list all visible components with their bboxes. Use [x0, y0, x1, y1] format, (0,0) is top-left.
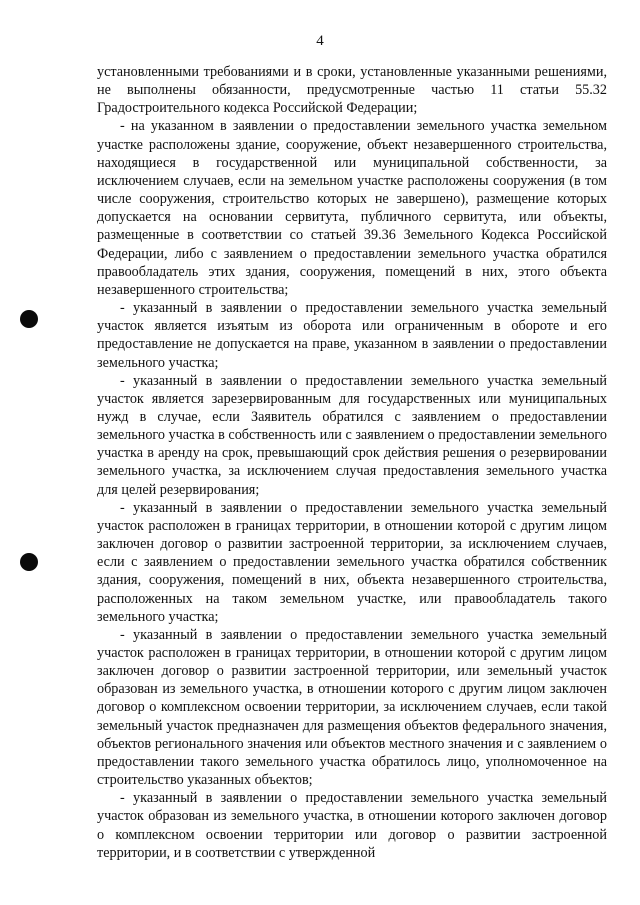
paragraph-continuation: установленными требованиями и в сроки, установленные указанными решениями, не выполнены обязанности, предусмотренные частью 11 статьи 55.32 Градостроительного кодекса Российской Федерации;: [97, 64, 607, 117]
paragraph-list-item: - указанный в заявлении о предоставлении земельного участка земельный участок является изъятым из оборота или ограниченным в обороте и его предоставление не допускается на праве, указанном в заявлении о предоставлении земельного участка;: [97, 300, 607, 371]
paragraph-list-item: - указанный в заявлении о предоставлении земельного участка земельный участок образован из земельного участка, в отношении которого заключен договор о комплексном освоении территории или договор о развитии застроенной территории, и в соответствии с утвержденной: [97, 790, 607, 861]
document-body: [97, 63, 607, 862]
punch-hole-mark: [20, 553, 38, 571]
paragraph-list-item: - указанный в заявлении о предоставлении земельного участка земельный участок является зарезервированным для государственных или муниципальных нужд в случае, если Заявитель обратился с заявлением о предоставлении земельного участка в собственность или с заявлением о предоставлении земельного участка в аренду на срок, превышающий срок действия решения о резервировании земельного участка, за исключением случая предоставления земельного участка для целей резервирования;: [97, 372, 607, 498]
page-number: 4: [316, 33, 324, 49]
paragraph-list-item: - на указанном в заявлении о предоставлении земельного участка земельном участке расположены здание, сооружение, объект незавершенного строительства, находящиеся в государственной или муниципальной собственности, за исключением случаев, если на земельном участке расположены сооружения (в том числе сооружения, строительство которых не завершено), размещение которых допускается на основании сервитута, публичного сервитута, или объекты, размещенные в соответствии со статьей 39.36 Земельного Кодекса Российской Федерации, либо с заявлением о предоставлении земельного участка обратился правообладатель этих здания, сооружения, помещений в них, этого объекта незавершенного строительства;: [97, 118, 607, 298]
paragraph-list-item: - указанный в заявлении о предоставлении земельного участка земельный участок расположен в границах территории, в отношении которой с другим лицом заключен договор о развитии застроенной территории, или земельный участок образован из земельного участка, в отношении которого с другим лицом заключен договор о комплексном освоении территории, за исключением случаев, если такой земельный участок предназначен для размещения объектов федерального значения, объектов регионального значения или объектов местного значения и с заявлением о предоставлении такого земельного участка обратилось лицо, уполномоченное на строительство указанных объектов;: [97, 626, 607, 789]
paragraph-list-item: - указанный в заявлении о предоставлении земельного участка земельный участок расположен в границах территории, в отношении которой с другим лицом заключен договор о развитии застроенной территории, за исключением случаев, если с заявлением о предоставлении земельного участка обратился собственник здания, сооружения, помещений в них, объекта незавершенного строительства, расположенных на таком земельном участке, или правообладатель такого земельного участка;: [97, 499, 607, 625]
punch-hole-mark: [20, 310, 38, 328]
